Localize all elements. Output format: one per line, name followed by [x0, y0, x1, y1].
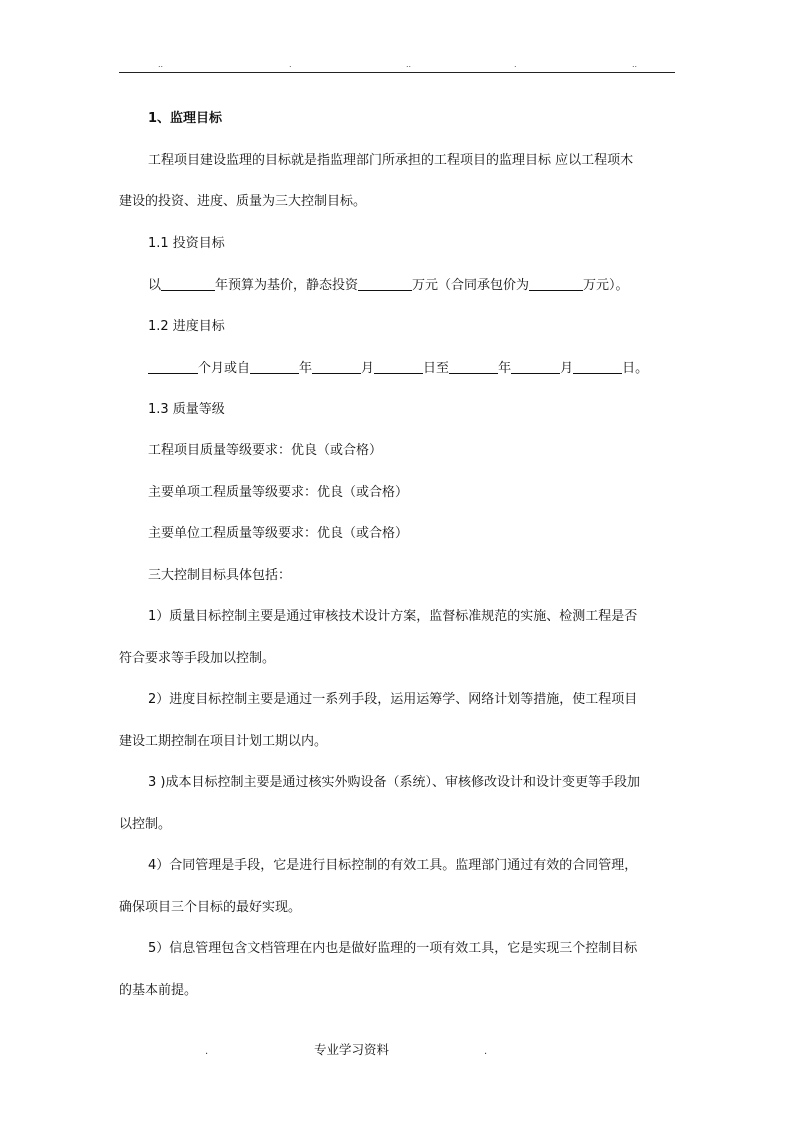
control-item-1-line-2: 符合要求等手段加以控制。 [119, 651, 276, 666]
control-item-3-line-1: 3 )成本目标控制主要是通过核实外购设备（系统）、审核修改设计和设计变更等手段加 [148, 775, 640, 790]
schedule-text-6: 月 [560, 361, 574, 376]
schedule-text-4: 日至 [423, 361, 450, 376]
schedule-text-5: 年 [498, 361, 512, 376]
blank-end-year[interactable] [449, 359, 498, 374]
header-dot: . [289, 60, 292, 69]
quality-item: 主要单位工程质量等级要求：优良（或合格） [148, 526, 409, 541]
blank-months[interactable] [148, 359, 198, 374]
quality-item: 主要单项工程质量等级要求：优良（或合格） [148, 485, 409, 500]
investment-heading: 1.1 投资目标 [148, 236, 225, 251]
blank-start-month[interactable] [312, 359, 361, 374]
investment-text-4: 万元）。 [583, 278, 629, 293]
controls-intro: 三大控制目标具体包括： [148, 568, 292, 583]
footer-dot-left: . [205, 1046, 209, 1057]
blank-contract-price[interactable] [529, 276, 583, 291]
blank-base-year[interactable] [161, 276, 215, 291]
footer-dot-right: . [484, 1046, 488, 1057]
control-item-4-line-2: 确保项目三个目标的最好实现。 [119, 900, 302, 915]
schedule-text-2: 年 [299, 361, 313, 376]
header-dot: .. [158, 60, 164, 69]
blank-end-day[interactable] [573, 359, 622, 374]
schedule-heading: 1.2 进度目标 [148, 319, 225, 334]
intro-line-2: 建设的投资、进度、质量为三大控制目标。 [119, 194, 367, 209]
intro-line-1: 工程项目建设监理的目标就是指监理部门所承担的工程项目的监理目标 应以工程项木 [148, 153, 634, 168]
control-item-5-line-2: 的基本前提。 [119, 983, 198, 998]
control-item-5-line-1: 5）信息管理包含文档管理在内也是做好监理的一项有效工具，它是实现三个控制目标 [148, 941, 638, 956]
quality-heading: 1.3 质量等级 [148, 402, 225, 417]
header-dot: . [514, 60, 517, 69]
investment-text-3: 万元（合同承包价为 [412, 278, 530, 293]
schedule-text-7: 日。 [622, 361, 649, 376]
investment-text-1: 以 [148, 278, 162, 293]
investment-text-2: 年预算为基价，静态投资 [215, 278, 359, 293]
control-item-2-line-2: 建设工期控制在项目计划工期以内。 [119, 734, 328, 749]
quality-item: 工程项目质量等级要求：优良（或合格） [148, 443, 383, 458]
control-item-3-line-2: 以控制。 [119, 817, 172, 832]
schedule-text-3: 月 [361, 361, 375, 376]
blank-start-year[interactable] [250, 359, 299, 374]
blank-static-investment[interactable] [358, 276, 412, 291]
blank-start-day[interactable] [374, 359, 423, 374]
control-item-1-line-1: 1）质量目标控制主要是通过审核技术设计方案，监督标准规范的实施、检测工程是否 [148, 609, 638, 624]
header-rule [119, 72, 675, 73]
schedule-sentence [148, 359, 648, 378]
section-title: 1、监理目标 [148, 111, 223, 126]
control-item-4-line-1: 4）合同管理是手段，它是进行目标控制的有效工具。监理部门通过有效的合同管理， [148, 858, 638, 873]
header-dot: .. [632, 60, 638, 69]
control-item-2-line-1: 2）进度目标控制主要是通过一系列手段，运用运筹学、网络计划等措施，使工程项目 [148, 692, 638, 707]
schedule-text-1: 个月或自 [198, 361, 251, 376]
blank-end-month[interactable] [511, 359, 560, 374]
investment-sentence [148, 276, 629, 295]
header-dot: .. [406, 60, 412, 69]
footer-label: 专业学习资料 [314, 1042, 390, 1057]
